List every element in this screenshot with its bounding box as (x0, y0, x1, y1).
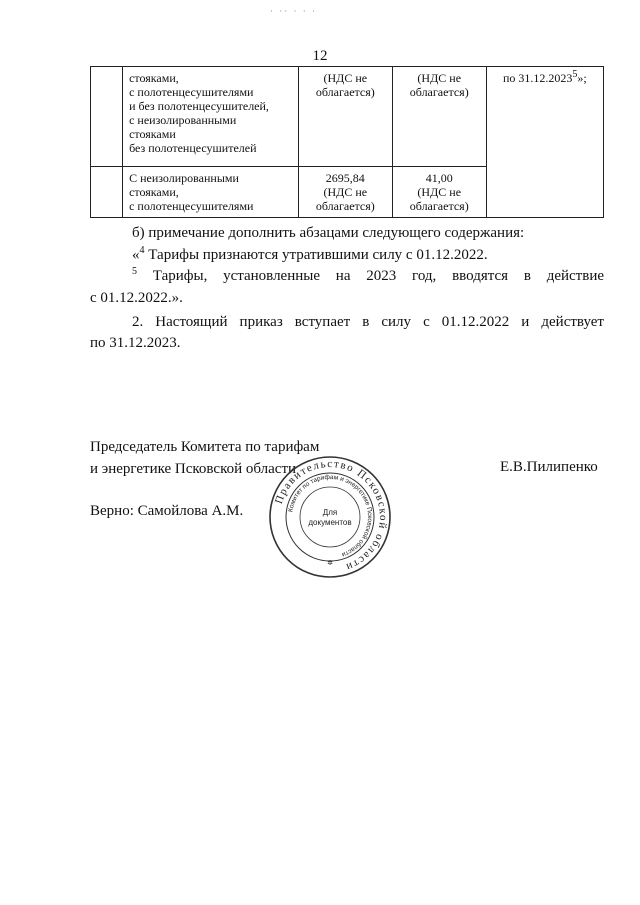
table-cell-tariff-1 (298, 67, 392, 167)
cell-line: облагается) (315, 85, 375, 99)
period-suffix: »; (577, 71, 587, 85)
cell-line: без полотенцесушителей (129, 141, 257, 155)
table-cell-empty (91, 167, 123, 218)
note-5-line-2: с 01.12.2022.». (90, 290, 183, 306)
period-footnote-mark: 5 (572, 69, 578, 80)
table-cell-tariff-1 (298, 167, 392, 218)
table-cell-tariff-2 (392, 167, 486, 218)
cell-line: стояками, (129, 71, 179, 85)
scan-speck: · ·· · · · (270, 6, 317, 16)
seal-center-line-1: Для (322, 508, 338, 517)
period-text: по 31.12.2023 (502, 71, 573, 85)
cell-line: 2695,84 (325, 171, 365, 185)
note-4-text: Тарифы признаются утратившими силу с 01.12.2022. (144, 247, 488, 263)
cell-line: облагается) (409, 85, 469, 99)
note-4-paragraph (90, 245, 604, 266)
signatory-title-line-2: и энергетике Псковской области (90, 461, 297, 477)
cell-line: облагается) (315, 199, 375, 213)
note-5-mark: 5 (132, 266, 137, 277)
cell-line: стояками (129, 127, 176, 141)
paragraph-2-line-1: 2. Настоящий приказ вступает в силу с 01.12.2022 и действует (132, 314, 604, 330)
official-seal (268, 455, 392, 579)
note-5-text: Тарифы, установленные на 2023 год, вводятся в действие (137, 268, 604, 284)
seal-center-line-2: документов (308, 518, 352, 527)
seal-outer-text: Правительство Псковской области (272, 457, 390, 574)
cell-line: с полотенцесушителями (129, 85, 254, 99)
cell-line: с неизолированными (129, 113, 237, 127)
cell-line: С неизолированными (129, 171, 239, 185)
note-5-line-1 (90, 266, 604, 287)
note-4-mark: 4 (139, 245, 145, 256)
cell-line: и без полотенцесушителей, (129, 99, 269, 113)
signatory-title-line-1: Председатель Комитета по тарифам (90, 439, 320, 455)
seal-star-icon: ✲ (327, 559, 333, 567)
cell-line: (НДС не (417, 71, 462, 85)
item-b-paragraph: б) примечание дополнить абзацами следующего содержания: (132, 225, 525, 241)
table-cell-tariff-2 (392, 67, 486, 167)
note-4-prefix: « (132, 247, 140, 263)
page-number: 12 (312, 48, 328, 64)
tariff-table (90, 66, 604, 218)
signatory-name: Е.В.Пилипенко (500, 459, 598, 475)
cell-line: (НДС не (323, 71, 368, 85)
table-cell-empty (91, 67, 123, 167)
table-cell-period (486, 67, 603, 218)
cell-line: 41,00 (425, 171, 453, 185)
cell-line: облагается) (409, 199, 469, 213)
certified-copy-line: Верно: Самойлова А.М. (90, 503, 244, 519)
cell-line: стояками, (129, 185, 179, 199)
cell-line: (НДС не (323, 185, 368, 199)
table-cell-type (123, 167, 299, 218)
cell-line: с полотенцесушителями (129, 199, 254, 213)
table-cell-type (123, 67, 299, 167)
table-row (91, 67, 604, 167)
paragraph-2-line-2: по 31.12.2023. (90, 335, 181, 351)
cell-line: (НДС не (417, 185, 462, 199)
seal-inner-text: Комитет по тарифам и энергетике Псковской области (287, 473, 374, 558)
